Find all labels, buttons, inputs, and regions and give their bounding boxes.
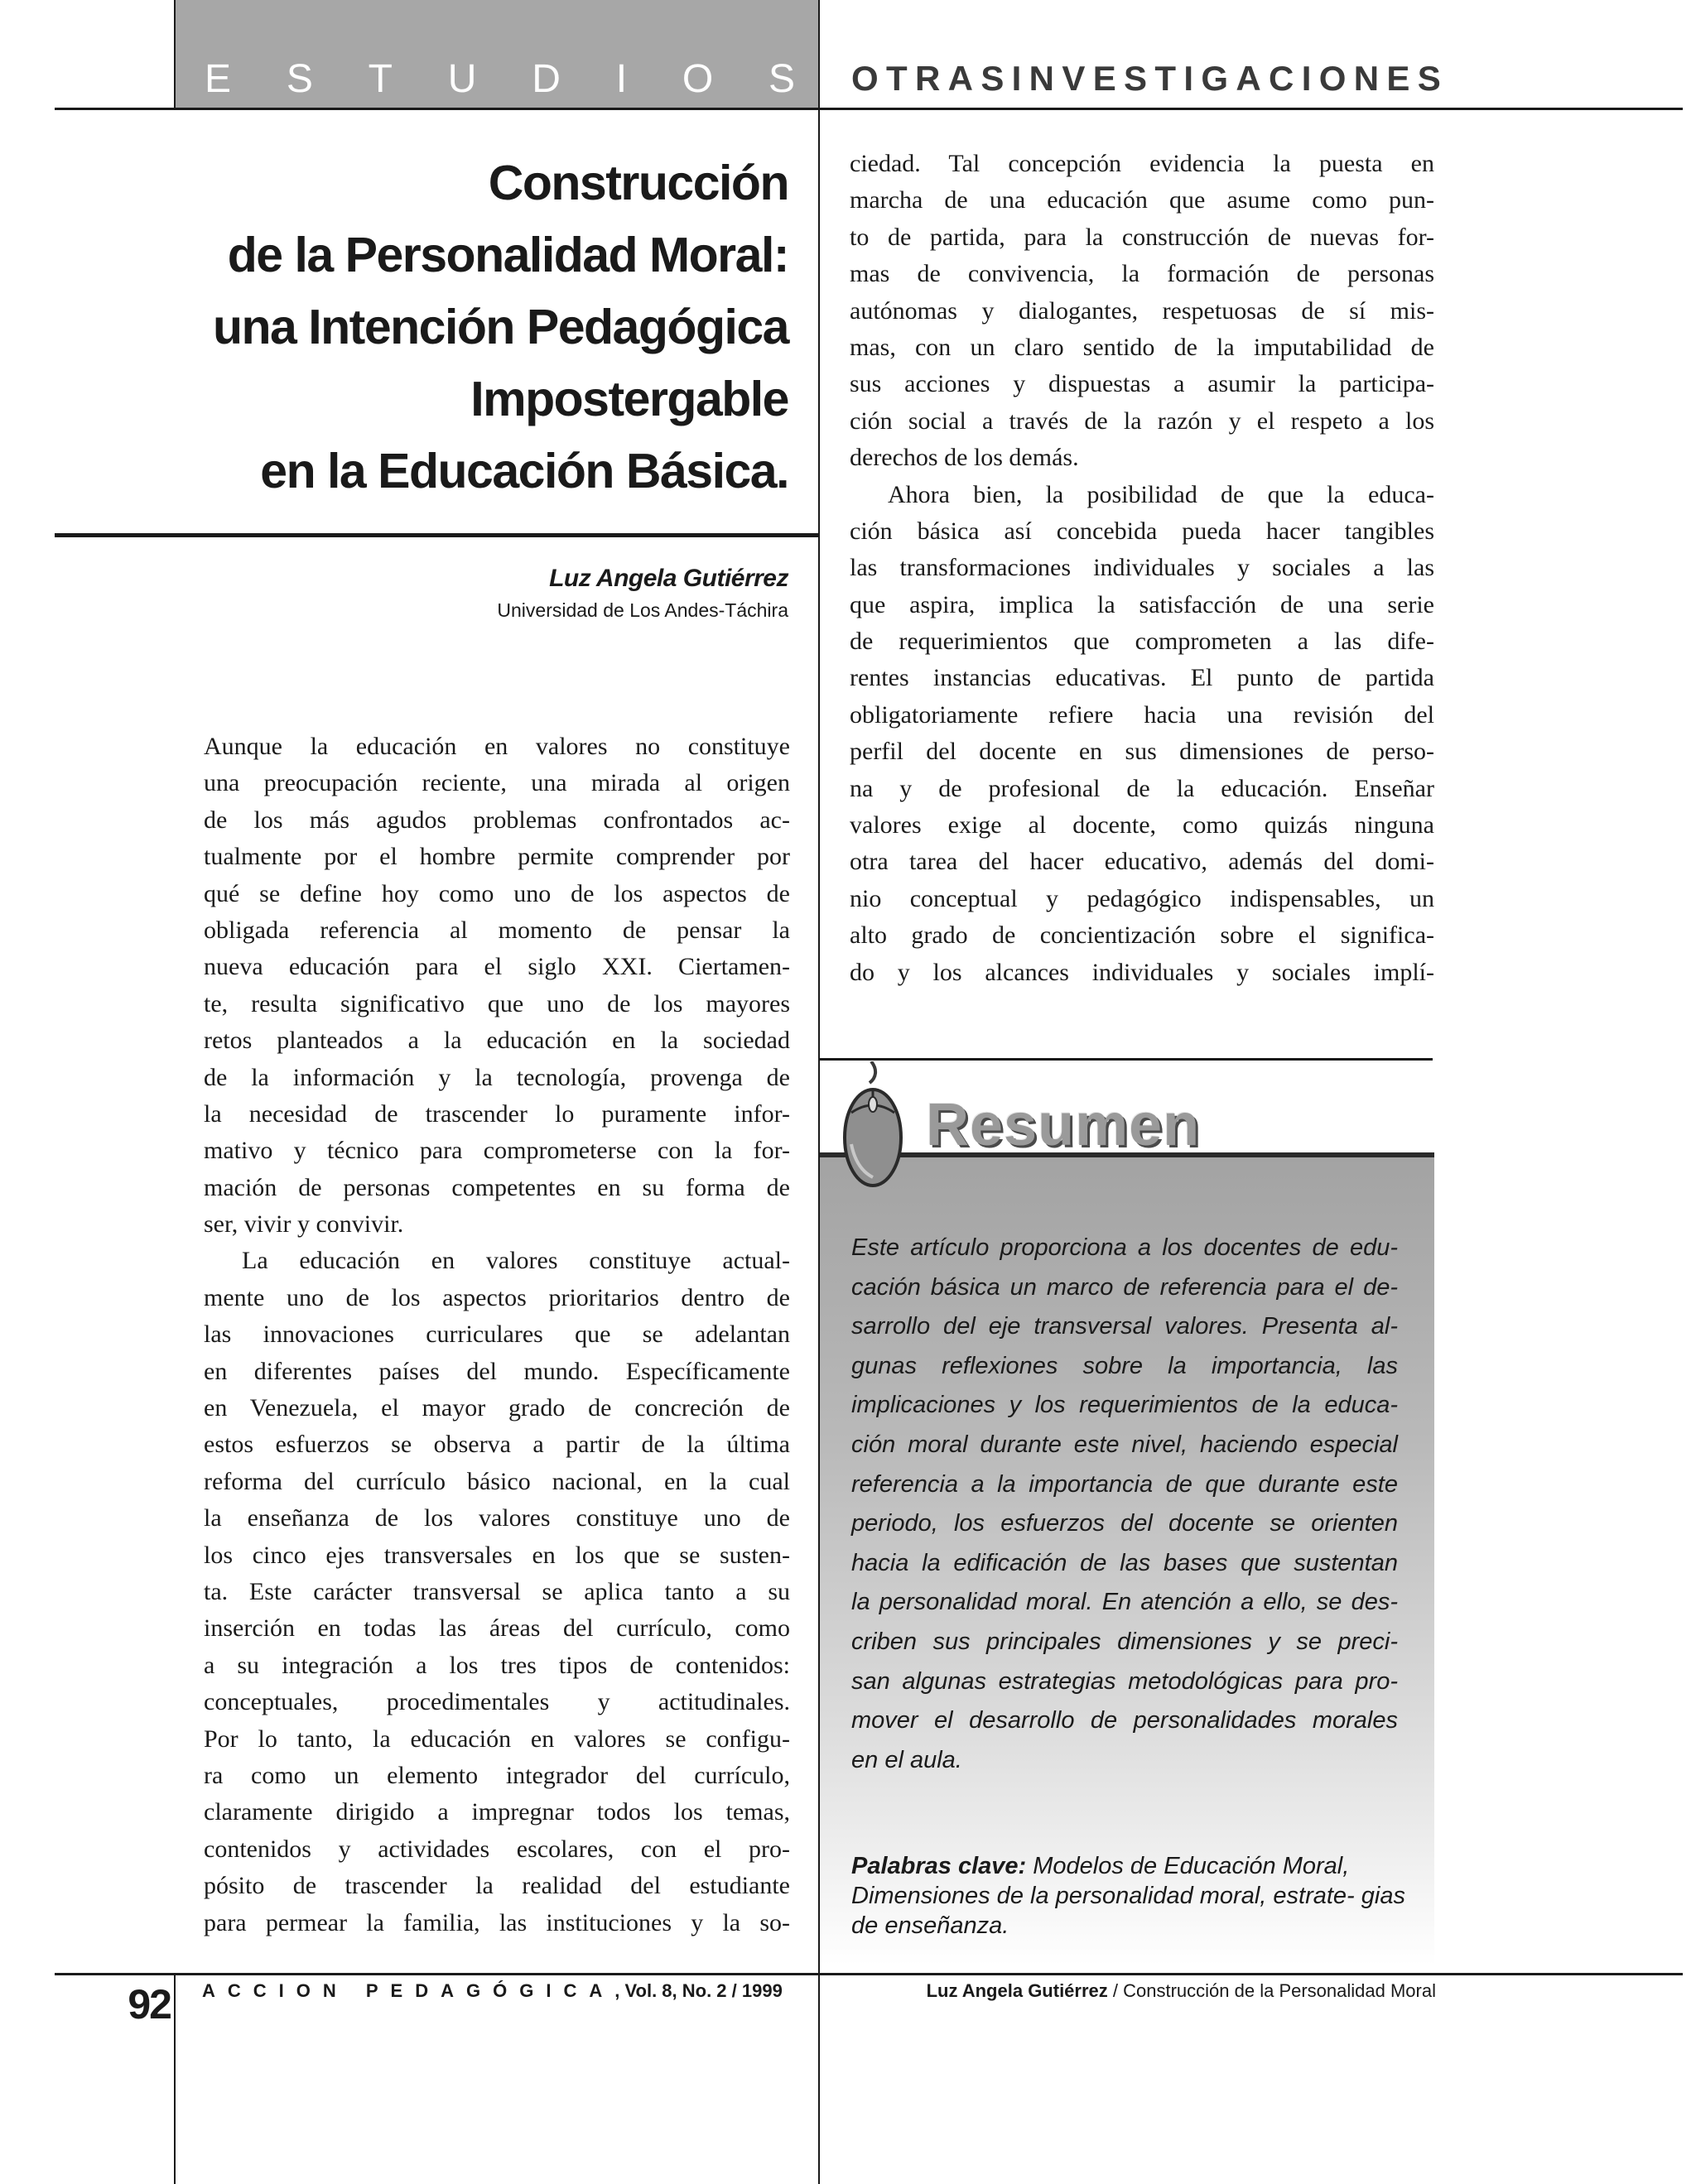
title-line: Impostergable xyxy=(470,372,788,426)
subsection-letter: S xyxy=(980,59,1005,98)
text-line: reforma del currículo básico nacional, en la cual xyxy=(204,1467,790,1495)
text-line: contenidos y actividades escolares, con el pro- xyxy=(204,1835,790,1863)
text-line: los cinco ejes transversales en los que se susten- xyxy=(204,1541,790,1569)
keywords-text: Modelos de Educación Moral, Dimensiones de la personalidad moral, estrate- gias de enseñanza. xyxy=(851,1853,1405,1939)
body-right-column xyxy=(850,146,1434,991)
resumen-top-rule xyxy=(820,1058,1433,1061)
text-line: claramente dirigido a impregnar todos los temas, xyxy=(204,1798,790,1826)
text-line: de los más agudos problemas confrontados ac- xyxy=(204,806,790,834)
subsection-letter: V xyxy=(1062,59,1086,98)
subsection-letter: I xyxy=(1301,59,1312,98)
text-line: autónomas y dialogantes, respetuosas de sí mis- xyxy=(850,296,1434,325)
text-line: conceptuales, procedimentales y actitudinales. xyxy=(204,1688,790,1716)
text-line: Ahora bien, la posibilidad de que la educa- xyxy=(888,480,1434,508)
text-line: marcha de una educación que asume como pun- xyxy=(850,186,1434,214)
subsection-letter: O xyxy=(1318,59,1347,98)
title-line: de la Personalidad Moral: xyxy=(227,228,788,282)
text-line: obligatoriamente refiere hacia una revisión del xyxy=(850,700,1434,729)
section-letter: U xyxy=(447,56,477,101)
abstract-line: implicaciones y los requerimientos de la educa- xyxy=(851,1392,1398,1419)
text-line: ser, vivir y convivir. xyxy=(204,1210,404,1239)
section-letter: I xyxy=(615,56,628,101)
text-line: te, resulta significativo que uno de los mayores xyxy=(204,989,790,1017)
subsection-label xyxy=(851,50,1441,108)
text-line: inserción en todas las áreas del currículo, como xyxy=(204,1614,790,1643)
text-line: ción social a través de la razón y el respeto a los xyxy=(850,406,1434,435)
abstract-line: hacia la edificación de las bases que sustentan xyxy=(851,1549,1398,1576)
section-letter: E xyxy=(205,56,232,101)
abstract-line: cación básica un marco de referencia para el de- xyxy=(851,1273,1398,1301)
abstract-line: ción moral durante este nivel, haciendo especial xyxy=(851,1431,1398,1458)
title-rule xyxy=(55,533,818,537)
subsection-letter: G xyxy=(1201,59,1229,98)
subsection-letter: T xyxy=(1154,59,1177,98)
text-line: otra tarea del hacer educativo, además del domi- xyxy=(850,848,1434,876)
journal-name: ACCION PEDAGÓGICA xyxy=(202,1980,615,2001)
subsection-letter: S xyxy=(1124,59,1148,98)
subsection-letter: O xyxy=(851,59,879,98)
text-line: La educación en valores constituye actual- xyxy=(242,1247,790,1275)
text-line: mas, con un claro sentido de la imputabilidad de xyxy=(850,333,1434,361)
body-left-column xyxy=(204,729,790,1941)
title-line: Construcción xyxy=(488,156,788,210)
text-line: para permear la familia, las instituciones y la so- xyxy=(204,1908,790,1936)
subsection-letter: S xyxy=(1417,59,1441,98)
text-line: mación de personas competentes en su forma de xyxy=(204,1173,790,1201)
abstract-text xyxy=(851,1229,1398,1780)
section-letter: T xyxy=(368,56,393,101)
text-line: valores exige al docente, como quizás ninguna xyxy=(850,811,1434,839)
text-line: obligada referencia al momento de pensar la xyxy=(204,916,790,944)
subsection-letter: E xyxy=(1386,59,1410,98)
text-line: mativo y técnico para comprometerse con la for- xyxy=(204,1137,790,1165)
text-line: la necesidad de trascender lo puramente infor- xyxy=(204,1099,790,1128)
computer-mouse-icon xyxy=(840,1061,906,1194)
text-line: que aspira, implica la satisfacción de una serie xyxy=(850,590,1434,618)
author-name: Luz Angela Gutiérrez xyxy=(549,565,788,592)
footer-rule xyxy=(55,1973,1683,1975)
text-line: alto grado de concientización sobre el significa- xyxy=(850,921,1434,950)
running-head xyxy=(851,1980,1436,2002)
text-line: retos planteados a la educación en la sociedad xyxy=(204,1027,790,1055)
text-line: una preocupación reciente, una mirada al origen xyxy=(204,769,790,797)
abstract-line: san algunas estrategias metodológicas para pro- xyxy=(851,1667,1398,1695)
subsection-letter: A xyxy=(947,59,973,98)
text-line: pósito de trascender la realidad del estudiante xyxy=(204,1872,790,1900)
text-line: las transformaciones individuales y sociales a las xyxy=(850,554,1434,582)
text-line: tualmente por el hombre permite comprender por xyxy=(204,843,790,871)
abstract-line: referencia a la importancia de que durante este xyxy=(851,1470,1398,1498)
subsection-letter: N xyxy=(1029,59,1055,98)
abstract-line: la personalidad moral. En atención a ello, se des- xyxy=(851,1589,1398,1616)
text-line: derechos de los demás. xyxy=(850,444,1079,472)
abstract-line: sarrollo del eje transversal valores. Presenta al- xyxy=(851,1313,1398,1340)
text-line: nueva educación para el siglo XXI. Ciertamen- xyxy=(204,953,790,981)
title-line: una Intención Pedagógica xyxy=(212,300,788,354)
subsection-letter: I xyxy=(1011,59,1022,98)
abstract-line: periodo, los esfuerzos del docente se orienten xyxy=(851,1510,1398,1537)
left-margin-line xyxy=(174,0,176,109)
text-line: sus acciones y dispuestas a asumir la participa- xyxy=(850,370,1434,398)
text-line: mente uno de los aspectos prioritarios dentro de xyxy=(204,1283,790,1311)
subsection-letter: A xyxy=(1236,59,1261,98)
text-line: ta. Este carácter transversal se aplica tanto a su xyxy=(204,1577,790,1605)
author-affiliation: Universidad de Los Andes-Táchira xyxy=(497,599,788,621)
running-title: / Construcción de la Personalidad Moral xyxy=(1107,1980,1436,2001)
abstract-line: criben sus principales dimensiones y se preci- xyxy=(851,1628,1398,1655)
section-letter: O xyxy=(682,56,714,101)
abstract-line: gunas reflexiones sobre la importancia, las xyxy=(851,1352,1398,1379)
text-line: en Venezuela, el mayor grado de concreción de xyxy=(204,1394,790,1422)
text-line: qué se define hoy como uno de los aspectos de xyxy=(204,879,790,907)
footer-left-margin-line xyxy=(174,1973,176,2184)
subsection-letter: T xyxy=(886,59,908,98)
running-author: Luz Angela Gutiérrez xyxy=(926,1980,1108,2001)
header-rule xyxy=(55,108,1683,110)
abstract-line: mover el desarrollo de personalidades morales xyxy=(851,1707,1398,1734)
text-line: Por lo tanto, la educación en valores se configu- xyxy=(204,1725,790,1753)
text-line: rentes instancias educativas. El punto de partida xyxy=(850,664,1434,692)
subsection-letter: C xyxy=(1269,59,1294,98)
text-line: las innovaciones curriculares que se adelantan xyxy=(204,1321,790,1349)
text-line: Aunque la educación en valores no constituye xyxy=(204,733,790,760)
abstract-line: Este artículo proporciona a los docentes de edu- xyxy=(851,1234,1398,1261)
text-line: to de partida, para la construcción de nuevas for- xyxy=(850,223,1434,251)
text-line: nio conceptual y pedagógico indispensables, un xyxy=(850,884,1434,912)
section-letter: D xyxy=(532,56,561,101)
subsection-letter: I xyxy=(1183,59,1194,98)
keywords-label: Palabras clave: xyxy=(851,1853,1027,1879)
text-line: mas de convivencia, la formación de personas xyxy=(850,260,1434,288)
journal-citation xyxy=(202,1980,792,2002)
abstract-line: en el aula. xyxy=(851,1746,962,1773)
subsection-letter: E xyxy=(1092,59,1116,98)
text-line: perfil del docente en sus dimensiones de perso- xyxy=(850,738,1434,766)
section-letter: S xyxy=(768,56,795,101)
text-line: estos esfuerzos se observa a partir de la última xyxy=(204,1431,790,1459)
text-line: ra como un elemento integrador del currículo, xyxy=(204,1761,790,1789)
journal-volume: , Vol. 8, No. 2 / 1999 xyxy=(614,1980,783,2001)
text-line: de la información y la tecnología, provenga de xyxy=(204,1063,790,1091)
text-line: la enseñanza de los valores constituye uno de xyxy=(204,1504,790,1532)
article-title xyxy=(157,147,788,508)
page-number: 92 xyxy=(128,1981,171,2028)
text-line: ción básica así concebida pueda hacer tangibles xyxy=(850,517,1434,545)
text-line: de requerimientos que comprometen a las dife- xyxy=(850,628,1434,656)
resumen-heading: Resumen xyxy=(926,1092,1201,1158)
title-line: en la Educación Básica. xyxy=(260,444,788,498)
subsection-letter: R xyxy=(914,59,941,98)
keywords xyxy=(851,1851,1423,1941)
text-line: a su integración a los tres tipos de contenidos: xyxy=(204,1651,790,1679)
section-letter: S xyxy=(286,56,313,101)
text-line: do y los alcances individuales y sociales implí- xyxy=(850,958,1434,986)
text-line: ciedad. Tal concepción evidencia la puesta en xyxy=(850,150,1434,177)
text-line: na y de profesional de la educación. Enseñar xyxy=(850,774,1434,802)
section-label xyxy=(176,50,820,108)
text-line: en diferentes países del mundo. Específicamente xyxy=(204,1357,790,1385)
subsection-letter: N xyxy=(1353,59,1380,98)
